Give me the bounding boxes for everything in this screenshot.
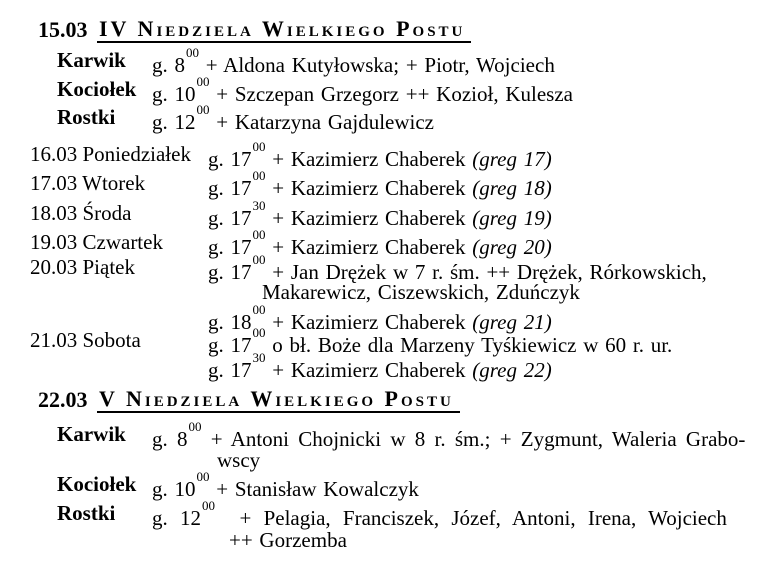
- line-mass: [0, 45, 764, 77]
- time-label: g.: [208, 206, 224, 230]
- line-weekday: [0, 325, 764, 357]
- mass-entry: [152, 469, 419, 501]
- date-label: 15.03: [38, 17, 88, 42]
- line-mass: [0, 419, 764, 451]
- day-label: 21.03 Sobota: [30, 328, 141, 352]
- time-hour: 17: [230, 147, 252, 171]
- time-label: g.: [208, 358, 224, 382]
- greg-note: (greg 22): [472, 358, 552, 382]
- intention-text: + Kazimierz Chaberek: [272, 176, 466, 200]
- time-hour: 17: [230, 206, 252, 230]
- time-minutes-sup: 00: [188, 419, 202, 434]
- place-label: Kociołek: [57, 472, 137, 496]
- mass-entry: [152, 102, 434, 134]
- time-minutes-sup: 00: [196, 102, 210, 117]
- time-minutes-sup: 00: [202, 498, 215, 513]
- intention-text: + Kazimierz Chaberek: [272, 206, 466, 230]
- time-hour: 12: [174, 110, 196, 134]
- intention-text: + Aldona Kutyłowska; + Piotr, Wojciech: [205, 53, 555, 77]
- mass-entry: [208, 198, 552, 230]
- time-hour: 17: [230, 333, 252, 357]
- time-label: g.: [208, 260, 224, 284]
- greg-note: (greg 17): [472, 147, 552, 171]
- time-minutes-sup: 00: [196, 469, 210, 484]
- mass-entry: [152, 498, 727, 530]
- mass-entry: [208, 350, 552, 382]
- time-minutes-sup: 00: [252, 325, 266, 340]
- time-minutes-sup: 30: [252, 198, 266, 213]
- time-minutes-sup: 00: [252, 227, 266, 242]
- line-weekday: [0, 350, 764, 382]
- continuation-text: wscy: [217, 448, 261, 472]
- section-title: V Niedziela Wielkiego Postu: [97, 388, 460, 413]
- time-minutes-sup: 30: [252, 350, 266, 365]
- time-label: g.: [152, 427, 168, 451]
- place-label: Karwik: [57, 48, 126, 72]
- day-label: 16.03 Poniedziałek: [30, 142, 191, 166]
- time-minutes-sup: 00: [252, 302, 266, 317]
- line-weekday: [0, 198, 764, 230]
- time-minutes-sup: 00: [252, 139, 266, 154]
- line-weekday: [0, 227, 764, 259]
- time-label: g.: [208, 147, 224, 171]
- intention-text: + Kazimierz Chaberek: [272, 358, 466, 382]
- time-minutes-sup: 00: [252, 168, 266, 183]
- time-label: g.: [152, 477, 168, 501]
- intention-text: + Kazimierz Chaberek: [272, 147, 466, 171]
- time-hour: 8: [177, 427, 188, 451]
- line-mass: [0, 102, 764, 134]
- mass-entry: [208, 139, 552, 171]
- intention-text: + Katarzyna Gajdulewicz: [216, 110, 434, 134]
- place-label: Rostki: [57, 501, 116, 525]
- intention-text: + Kazimierz Chaberek: [272, 310, 466, 334]
- continuation-text: Makarewicz, Ciszewskich, Zduńczyk: [262, 280, 580, 304]
- time-label: g.: [152, 53, 168, 77]
- time-label: g.: [152, 506, 168, 530]
- time-label: g.: [208, 176, 224, 200]
- time-hour: 18: [230, 310, 252, 334]
- place-label: Rostki: [57, 105, 116, 129]
- day-label: 18.03 Środa: [30, 201, 132, 225]
- day-label: 19.03 Czwartek: [30, 230, 163, 254]
- line-weekday: [0, 139, 764, 171]
- line-weekday: [0, 168, 764, 200]
- greg-note: (greg 18): [472, 176, 552, 200]
- time-hour: 17: [230, 260, 252, 284]
- line-continuation: [0, 448, 764, 472]
- day-label: 17.03 Wtorek: [30, 171, 146, 195]
- greg-note: (greg 21): [472, 310, 552, 334]
- time-label: g.: [152, 82, 168, 106]
- time-label: g.: [208, 310, 224, 334]
- time-hour: 8: [174, 53, 185, 77]
- line-mass: [0, 498, 764, 530]
- line-sunday-header: [0, 388, 764, 412]
- date-label: 22.03: [38, 387, 88, 412]
- time-hour: 17: [230, 358, 252, 382]
- intention-text: o bł. Boże dla Marzeny Tyśkiewicz w 60 r. ur.: [272, 333, 673, 357]
- line-sunday-header: [0, 18, 764, 42]
- greg-note: (greg 19): [472, 206, 552, 230]
- line-weekday: [0, 252, 764, 284]
- time-minutes-sup: 00: [252, 252, 266, 267]
- greg-note: (greg 20): [472, 235, 552, 259]
- time-hour: 17: [230, 176, 252, 200]
- day-label: 20.03 Piątek: [30, 255, 135, 279]
- time-hour: 10: [174, 82, 196, 106]
- time-label: g.: [152, 110, 168, 134]
- intention-text: + Antoni Chojnicki w 8 r. śm.; + Zygmunt, Waleria Grabo-: [210, 427, 746, 451]
- continuation-text: ++ Gorzemba: [229, 528, 347, 552]
- place-label: Kociołek: [57, 77, 137, 101]
- time-minutes-sup: 00: [196, 74, 210, 89]
- intention-text: + Jan Drężek w 7 r. śm. ++ Drężek, Rórkowskich,: [272, 260, 707, 284]
- line-weekday: [0, 302, 764, 334]
- time-label: g.: [208, 235, 224, 259]
- mass-entry: [208, 168, 552, 200]
- line-mass: [0, 74, 764, 106]
- intention-text: + Szczepan Grzegorz ++ Kozioł, Kulesza: [216, 82, 573, 106]
- time-hour: 12: [180, 506, 201, 530]
- line-continuation: [0, 280, 764, 304]
- section-title: IV Niedziela Wielkiego Postu: [97, 18, 471, 43]
- time-hour: 17: [230, 235, 252, 259]
- time-label: g.: [208, 333, 224, 357]
- mass-entry: [152, 74, 573, 106]
- mass-entry: [152, 45, 555, 77]
- time-hour: 10: [174, 477, 196, 501]
- mass-entry: [152, 419, 746, 451]
- time-minutes-sup: 00: [186, 45, 199, 60]
- intention-text: + Stanisław Kowalczyk: [216, 477, 419, 501]
- line-continuation: [0, 528, 764, 552]
- place-label: Karwik: [57, 422, 126, 446]
- intention-text: + Kazimierz Chaberek: [272, 235, 466, 259]
- line-mass: [0, 469, 764, 501]
- intention-text: + Pelagia, Franciszek, Józef, Antoni, Irena, Wojciech: [239, 506, 727, 530]
